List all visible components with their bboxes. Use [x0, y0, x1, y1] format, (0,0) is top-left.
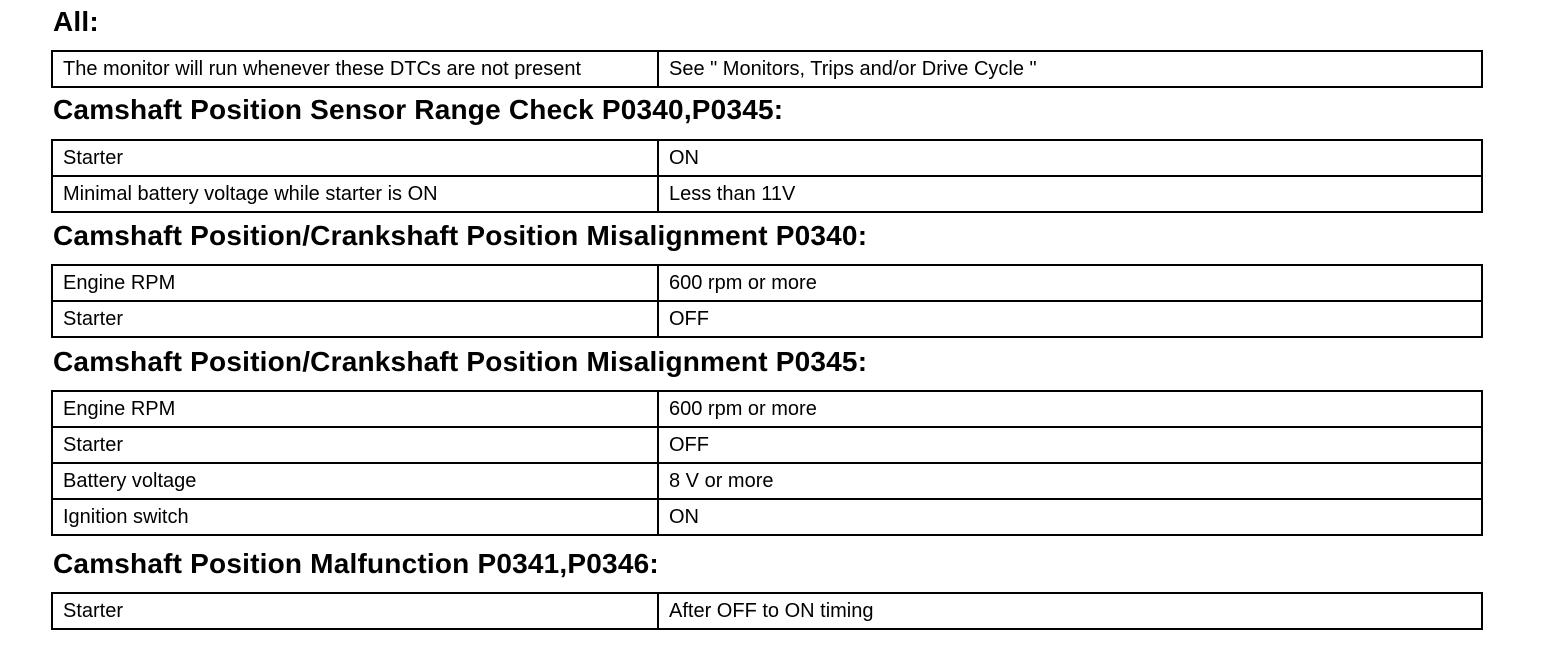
value-cell: 600 rpm or more — [658, 391, 1482, 427]
conditions-table — [51, 139, 1483, 213]
value-cell: Less than 11V — [658, 176, 1482, 212]
conditions-table — [51, 50, 1483, 88]
table-row — [52, 463, 1482, 499]
section-title: Camshaft Position/Crankshaft Position Misalignment P0340: — [53, 220, 868, 251]
condition-cell: Starter — [52, 427, 658, 463]
condition-cell: The monitor will run whenever these DTCs are not present — [52, 51, 658, 87]
conditions-table — [51, 390, 1483, 536]
table-row — [52, 593, 1482, 629]
condition-cell: Starter — [52, 140, 658, 176]
section-title: Camshaft Position/Crankshaft Position Misalignment P0345: — [53, 346, 868, 377]
condition-cell: Starter — [52, 301, 658, 337]
section-title: All: — [53, 6, 99, 37]
condition-cell: Minimal battery voltage while starter is ON — [52, 176, 658, 212]
conditions-table — [51, 592, 1483, 630]
section-title: Camshaft Position Sensor Range Check P0340,P0345: — [53, 94, 784, 125]
condition-cell: Starter — [52, 593, 658, 629]
value-cell: OFF — [658, 301, 1482, 337]
value-cell: ON — [658, 499, 1482, 535]
table-row — [52, 176, 1482, 212]
value-cell: 8 V or more — [658, 463, 1482, 499]
section-title: Camshaft Position Malfunction P0341,P0346: — [53, 548, 659, 579]
condition-cell: Battery voltage — [52, 463, 658, 499]
value-cell: 600 rpm or more — [658, 265, 1482, 301]
value-cell: See " Monitors, Trips and/or Drive Cycle " — [658, 51, 1482, 87]
table-row — [52, 499, 1482, 535]
conditions-table — [51, 264, 1483, 338]
table-row — [52, 51, 1482, 87]
condition-cell: Ignition switch — [52, 499, 658, 535]
value-cell: After OFF to ON timing — [658, 593, 1482, 629]
condition-cell: Engine RPM — [52, 265, 658, 301]
table-row — [52, 427, 1482, 463]
table-row — [52, 301, 1482, 337]
value-cell: ON — [658, 140, 1482, 176]
condition-cell: Engine RPM — [52, 391, 658, 427]
table-row — [52, 265, 1482, 301]
table-row — [52, 391, 1482, 427]
value-cell: OFF — [658, 427, 1482, 463]
table-row — [52, 140, 1482, 176]
